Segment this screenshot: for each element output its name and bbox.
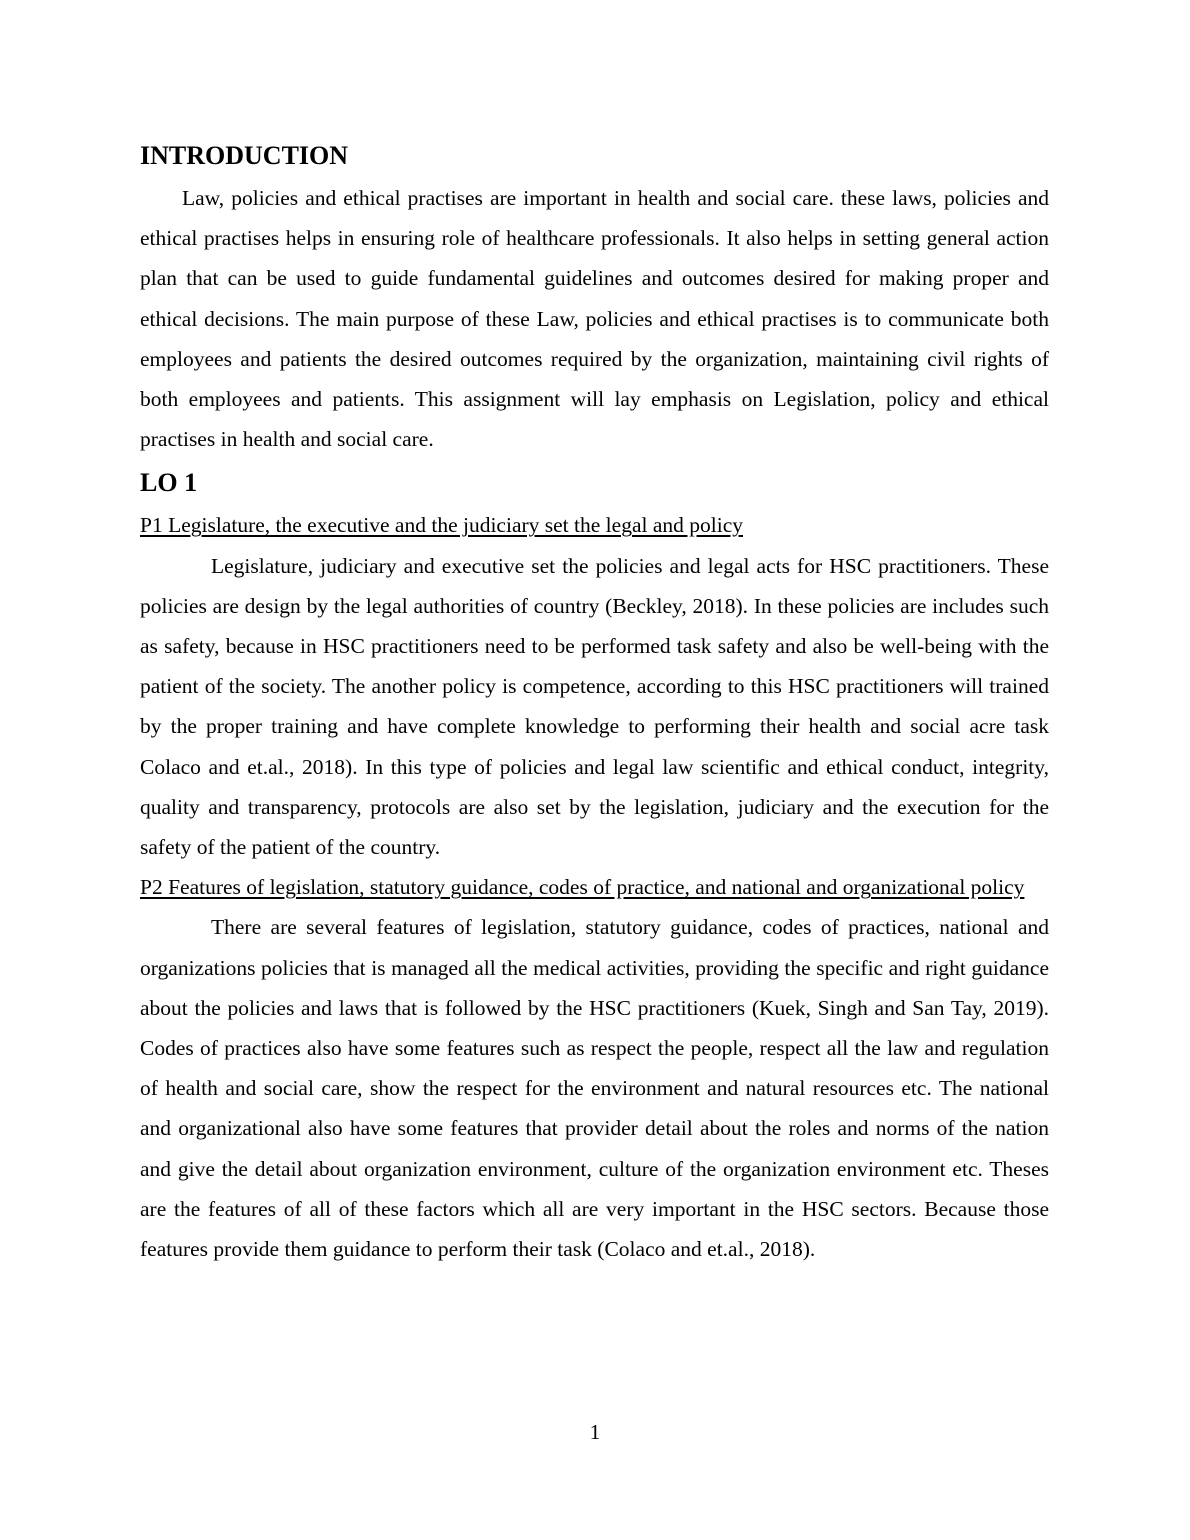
introduction-paragraph: Law, policies and ethical practises are important in health and social care. these laws, policies and ethical practises helps in ensuring role of healthcare professionals. It also helps in setting general action plan that can be used to guide fundamental guidelines and outcomes desired for making proper and ethical decisions. The main purpose of these Law, policies and ethical practises is to communicate both employees and patients the desired outcomes required by the organization, maintaining civil rights of both employees and patients. This assignment will lay emphasis on Legislation, policy and ethical practises in health and social care.: [140, 186, 1049, 452]
lo1-heading: LO 1: [140, 468, 198, 498]
p2-paragraph: There are several features of legislation, statutory guidance, codes of practices, national and organizations policies that is managed all the medical activities, providing the specific and right guidance about the policies and laws that is followed by the HSC practitioners (Kuek, Singh and San Tay, 2019). Codes of practices also have some features such as respect the people, respect all the law and regulation of health and social care, show the respect for the environment and natural resources etc. The national and organizational also have some features that provider detail about the roles and norms of the nation and give the detail about organization environment, culture of the organization environment etc. Theses are the features of all of these factors which all are very important in the HSC sectors. Because those features provide them guidance to perform their task (Colaco and et.al., 2018).: [140, 915, 1049, 1262]
page-body: [140, 138, 1049, 1269]
page-number: 1: [589, 1420, 601, 1444]
p1-subheading-text: P1 Legislature, the executive and the judiciary set the legal and policy: [140, 513, 743, 538]
p1-subheading: [140, 505, 1049, 545]
p2-subheading-text: P2 Features of legislation, statutory guidance, codes of practice, and national and organizational policy: [140, 875, 1025, 900]
introduction-heading: INTRODUCTION: [140, 141, 349, 170]
p2-subheading: [140, 867, 1049, 907]
p1-paragraph: Legislature, judiciary and executive set the policies and legal acts for HSC practitioners. These policies are design by the legal authorities of country (Beckley, 2018). In these policies are includes such as safety, because in HSC practitioners need to be performed task safety and also be well-being with the patient of the society. The another policy is competence, according to this HSC practitioners will trained by the proper training and have complete knowledge to performing their health and social acre task Colaco and et.al., 2018). In this type of policies and legal law scientific and ethical conduct, integrity, quality and transparency, protocols are also set by the legislation, judiciary and the execution for the safety of the patient of the country.: [140, 553, 1049, 860]
